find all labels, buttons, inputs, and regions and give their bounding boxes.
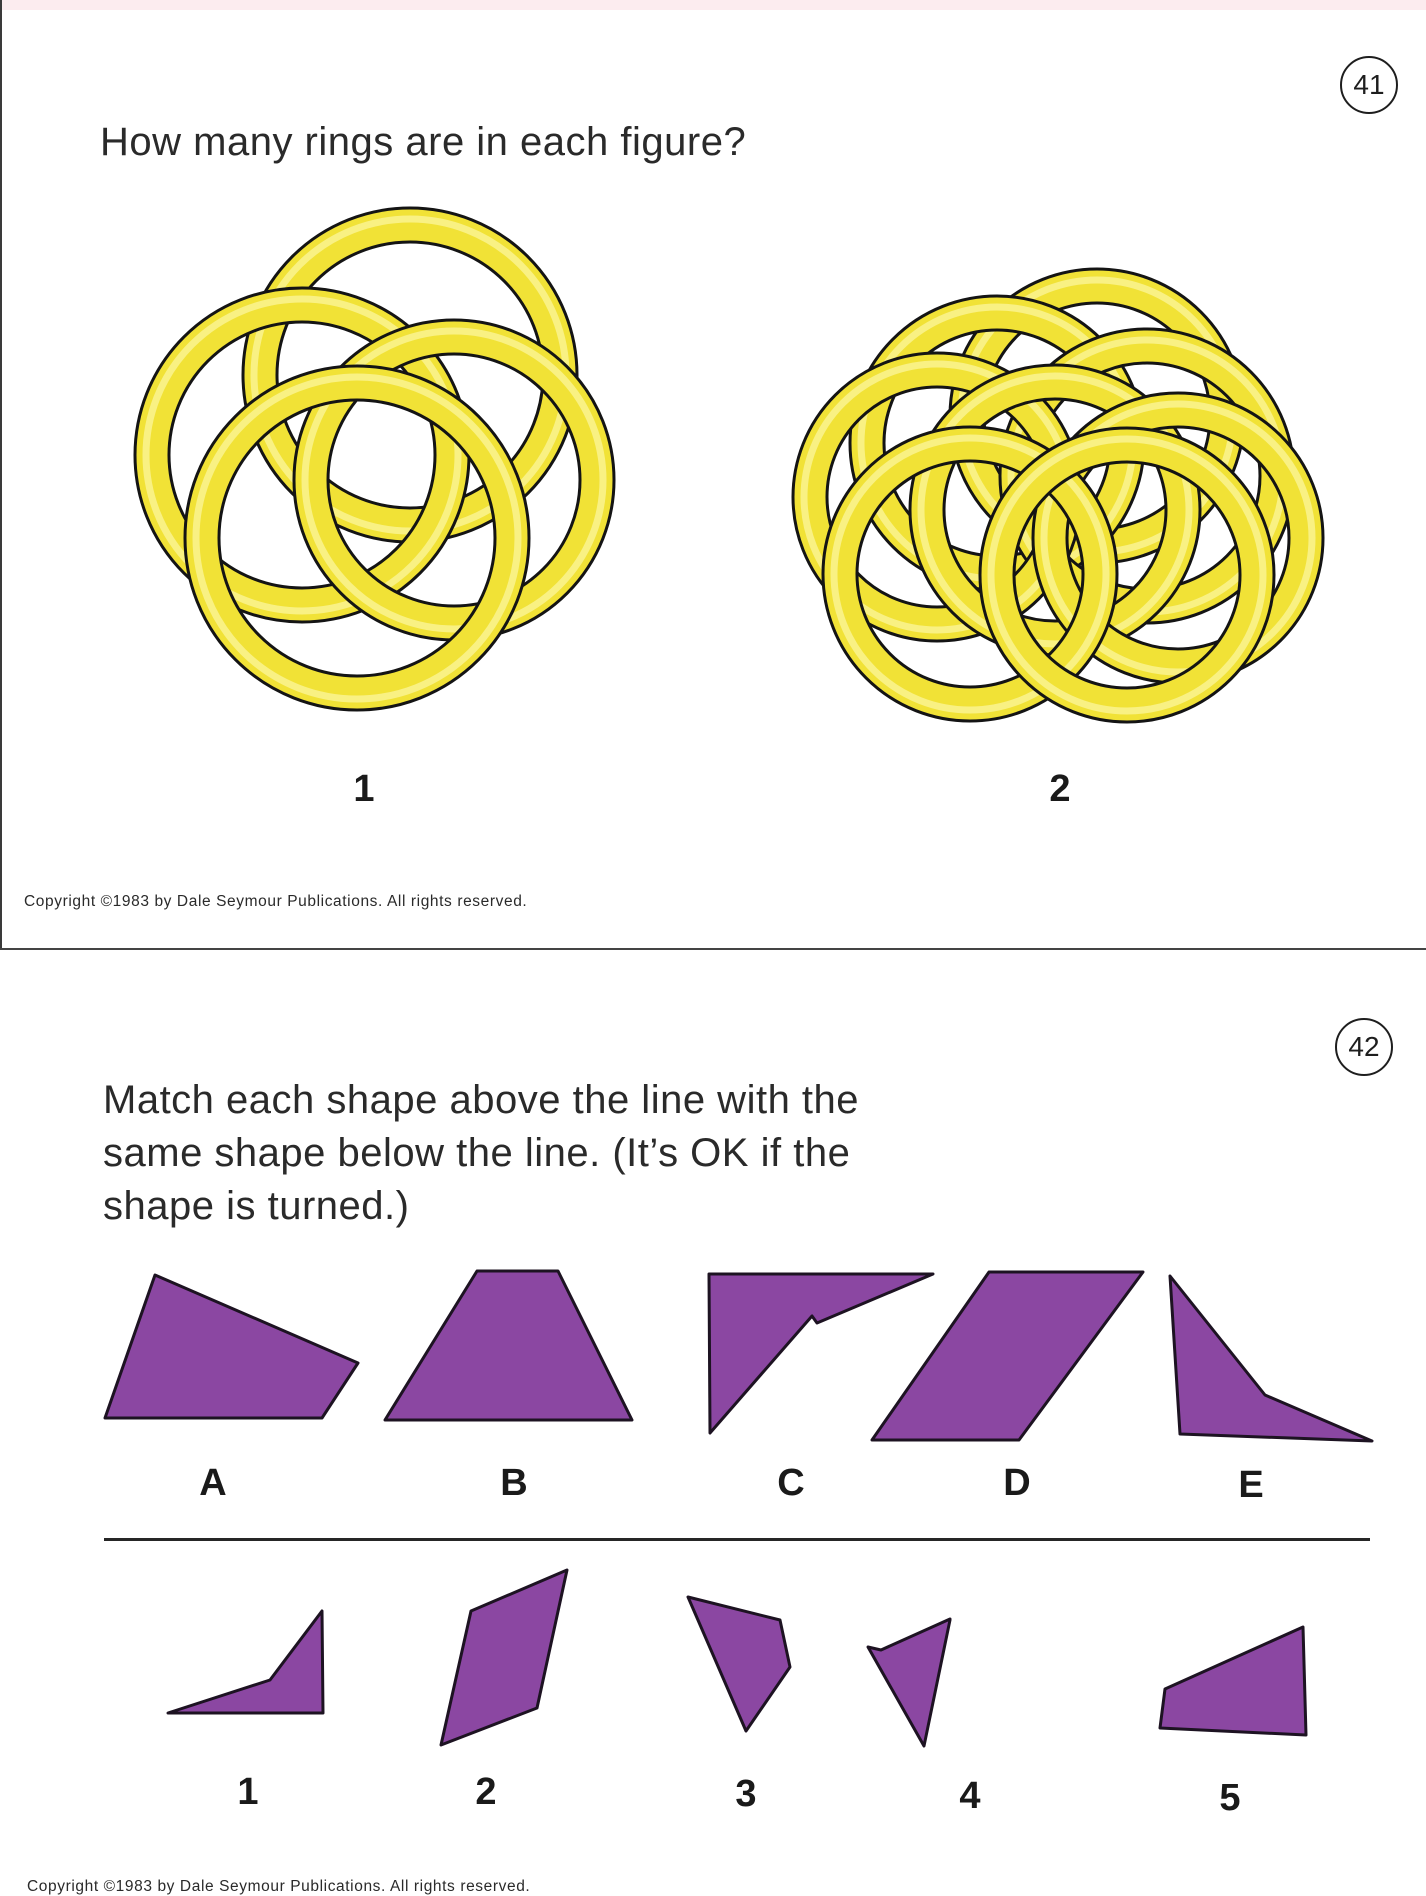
option-label-3: 3 xyxy=(735,1773,757,1815)
card-number-badge: 41 xyxy=(1340,56,1398,114)
shape-label-b: B xyxy=(500,1462,528,1504)
rings-illustration xyxy=(2,0,1426,948)
card-number-badge: 42 xyxy=(1335,1018,1393,1076)
shape-label-d: D xyxy=(1003,1462,1031,1504)
question-text: How many rings are in each figure? xyxy=(100,120,747,164)
option-label-2: 2 xyxy=(475,1771,497,1813)
dividing-line xyxy=(104,1538,1370,1541)
ring-figure-label-2: 2 xyxy=(1049,768,1071,810)
shape-label-c: C xyxy=(777,1462,805,1504)
ring-figure-label-1: 1 xyxy=(353,768,375,810)
option-label-1: 1 xyxy=(237,1771,259,1813)
shape-label-a: A xyxy=(199,1462,227,1504)
question-text: Match each shape above the line with the same shape below the line. (It’s OK if the shape is turned.) xyxy=(103,1078,860,1228)
copyright-notice: Copyright ©1983 by Dale Seymour Publications. All rights reserved. xyxy=(24,893,528,910)
ring-figure-1 xyxy=(146,219,603,699)
ring-figure-2 xyxy=(804,280,1312,711)
option-label-4: 4 xyxy=(959,1775,981,1817)
copyright-notice: Copyright ©1983 by Dale Seymour Publications. All rights reserved. xyxy=(27,1878,531,1895)
option-label-5: 5 xyxy=(1219,1777,1241,1819)
ring xyxy=(196,377,518,699)
shape-label-e: E xyxy=(1238,1464,1264,1506)
